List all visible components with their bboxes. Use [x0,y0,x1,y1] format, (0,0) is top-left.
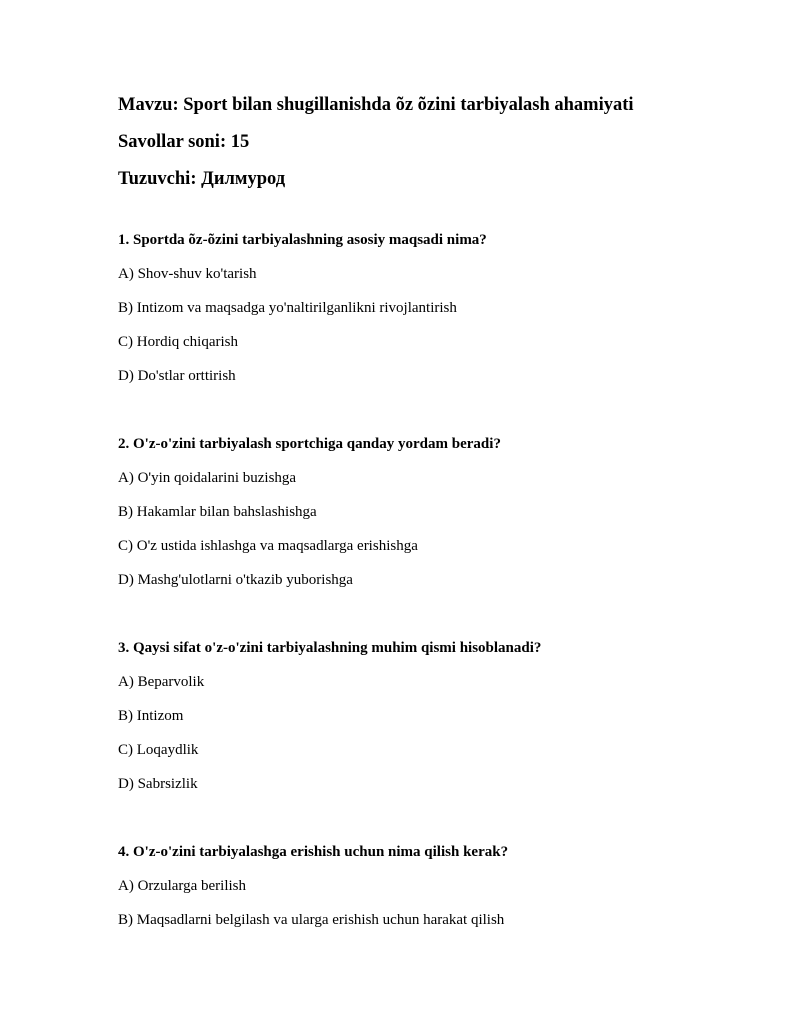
question-block [118,638,740,794]
answer-option: C) Loqaydlik [118,742,199,758]
answer-option: B) Intizom va maqsadga yo'naltirilganlikni rivojlantirish [118,300,457,316]
question-text: 1. Sportda õz-õzini tarbiyalashning asosiy maqsadi nima? [118,232,487,248]
answer-option: D) Sabrsizlik [118,776,198,792]
answer-option: B) Intizom [118,708,184,724]
question-text: 4. O'z-o'zini tarbiyalashga erishish uchun nima qilish kerak? [118,844,509,860]
answer-option: B) Maqsadlarni belgilash va ularga erishish uchun harakat qilish [118,912,505,928]
answer-option: A) Shov-shuv ko'tarish [118,266,257,282]
answer-option: C) Hordiq chiqarish [118,334,238,350]
document-header [118,0,740,191]
question-text: 3. Qaysi sifat o'z-o'zini tarbiyalashning muhim qismi hisoblanadi? [118,640,542,656]
question-list [118,230,740,930]
topic-title: Mavzu: Sport bilan shugillanishda õz õzini tarbiyalash ahamiyati [118,95,634,115]
answer-option: B) Hakamlar bilan bahslashishga [118,504,317,520]
question-block [118,842,740,930]
question-block [118,434,740,590]
answer-option: D) Do'stlar orttirish [118,368,236,384]
answer-option: C) O'z ustida ishlashga va maqsadlarga erishishga [118,538,418,554]
answer-option: A) Orzularga berilish [118,878,247,894]
answer-option: A) Beparvolik [118,674,205,690]
question-count: Savollar soni: 15 [118,132,250,152]
answer-option: D) Mashg'ulotlarni o'tkazib yuborishga [118,572,353,588]
answer-option: A) O'yin qoidalarini buzishga [118,470,297,486]
author-line: Tuzuvchi: Дилмурод [118,169,286,189]
question-text: 2. O'z-o'zini tarbiyalash sportchiga qanday yordam beradi? [118,436,501,452]
question-block [118,230,740,386]
